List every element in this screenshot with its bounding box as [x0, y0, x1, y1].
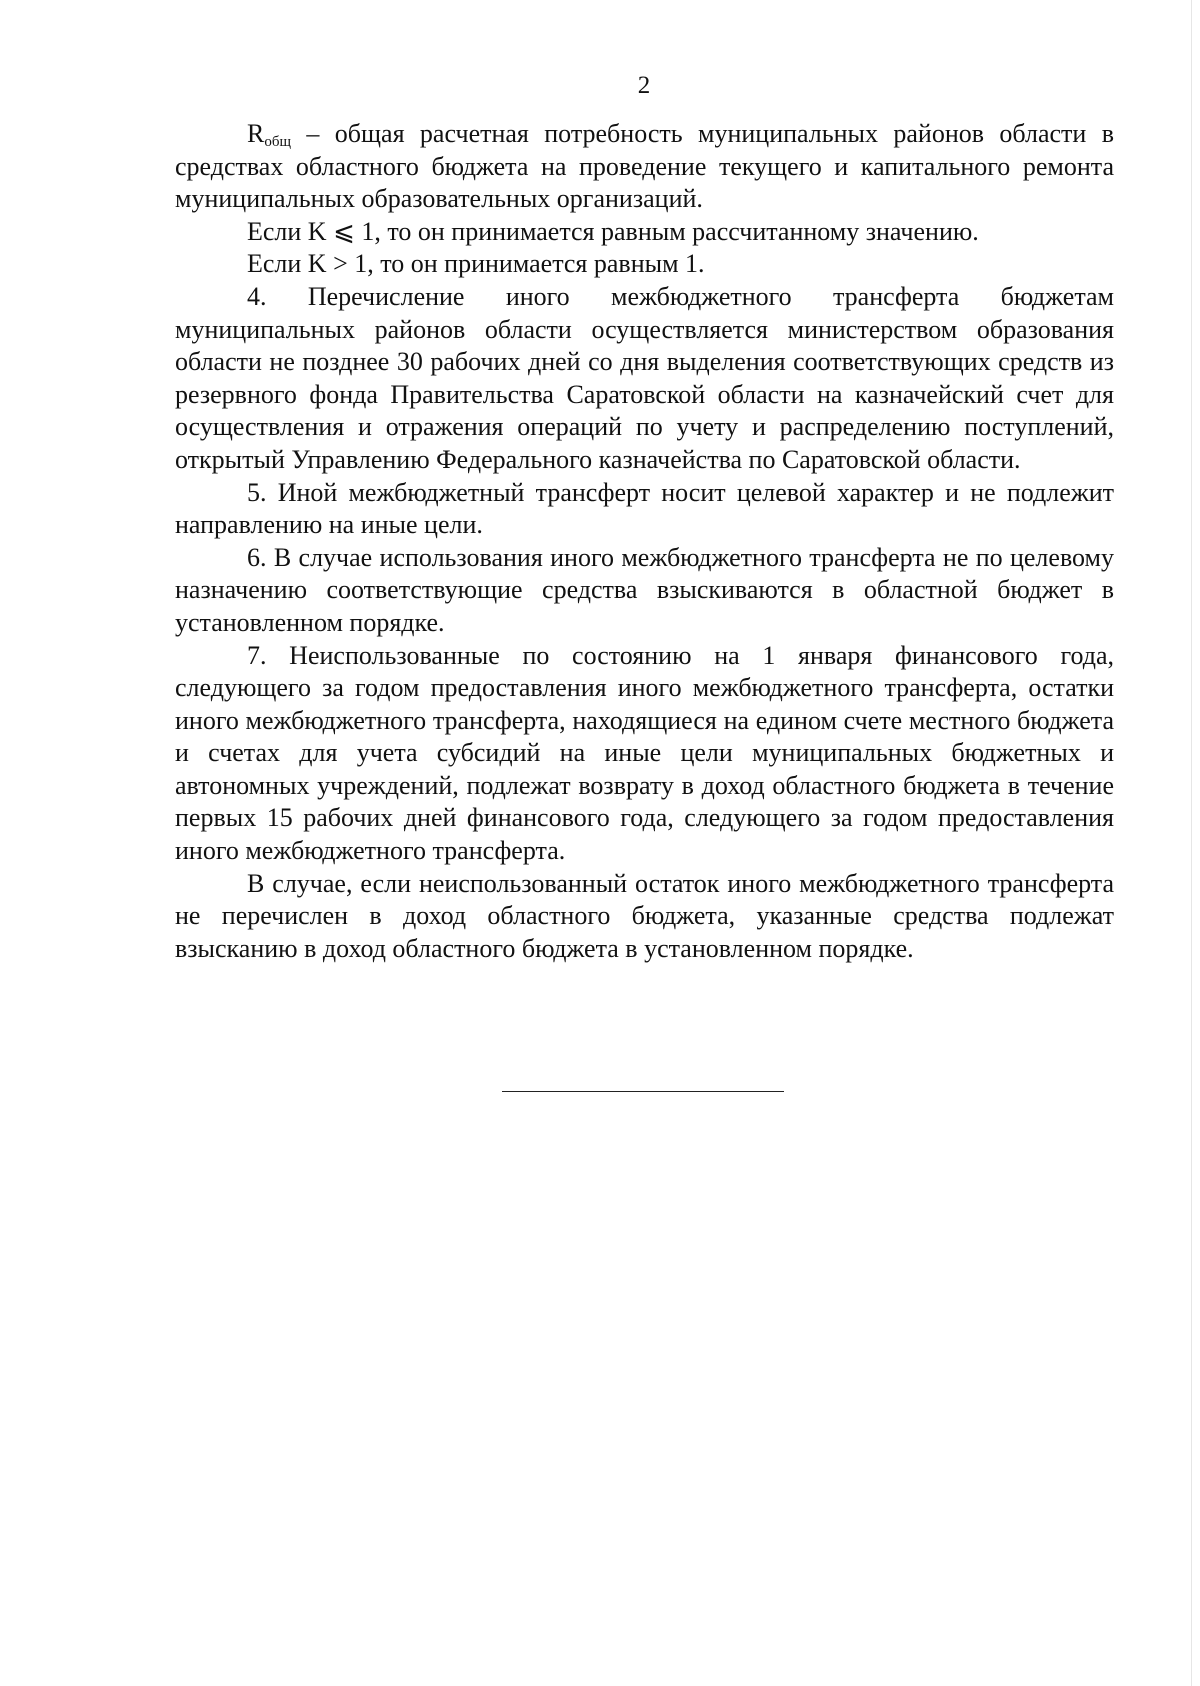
- paragraph-4: 4. Перечисление иного межбюджетного трансферта бюджетам муниципальных районов области осуществляется министерством образования области не позднее 30 рабочих дней со дня выделения соответствующих средств из резервного фонда Правительства Саратовской области на казначейский счет для осуществления и отражения операций по учету и распределению поступлений, открытый Управлению Федерального казначейства по Саратовской области.: [175, 281, 1114, 474]
- paragraph-7: 7. Неиспользованные по состоянию на 1 января финансового года, следующего за годом предоставления иного межбюджетного трансферта, остатки иного межбюджетного трансферта, находящиеся на едином счете местного бюджета и счетах для учета субсидий на иные цели муниципальных бюджетных и автономных учреждений, подлежат возврату в доход областного бюджета в течение первых 15 рабочих дней финансового года, следующего за годом предоставления иного межбюджетного трансферта.: [175, 640, 1114, 866]
- definition-paragraph: [175, 118, 1114, 216]
- paragraph-remainder: В случае, если неиспользованный остаток иного межбюджетного трансферта не перечислен в доход областного бюджета, указанные средства подлежат взысканию в доход областного бюджета в установленном порядке.: [175, 868, 1114, 963]
- page-number: 2: [637, 72, 651, 99]
- formula-symbol: R: [247, 119, 265, 148]
- condition-line: Если K > 1, то он принимается равным 1.: [247, 249, 705, 279]
- scan-edge-line: [1191, 0, 1192, 1686]
- definition-text: – общая расчетная потребность муниципальных районов области в средствах областного бюджета на проведение текущего и капитального ремонта муниципальных образовательных организаций.: [175, 119, 1114, 214]
- formula-subscript: общ: [264, 134, 292, 150]
- document-body: [175, 118, 1114, 965]
- paragraph-5: 5. Иной межбюджетный трансферт носит целевой характер и не подлежит направлению на иные цели.: [175, 477, 1114, 540]
- condition-line: Если K ⩽ 1, то он принимается равным рассчитанному значению.: [247, 216, 979, 246]
- paragraph-6: 6. В случае использования иного межбюджетного трансферта не по целевому назначению соответствующие средства взыскиваются в областной бюджет в установленном порядке.: [175, 542, 1114, 637]
- end-of-document-rule: [502, 1091, 784, 1092]
